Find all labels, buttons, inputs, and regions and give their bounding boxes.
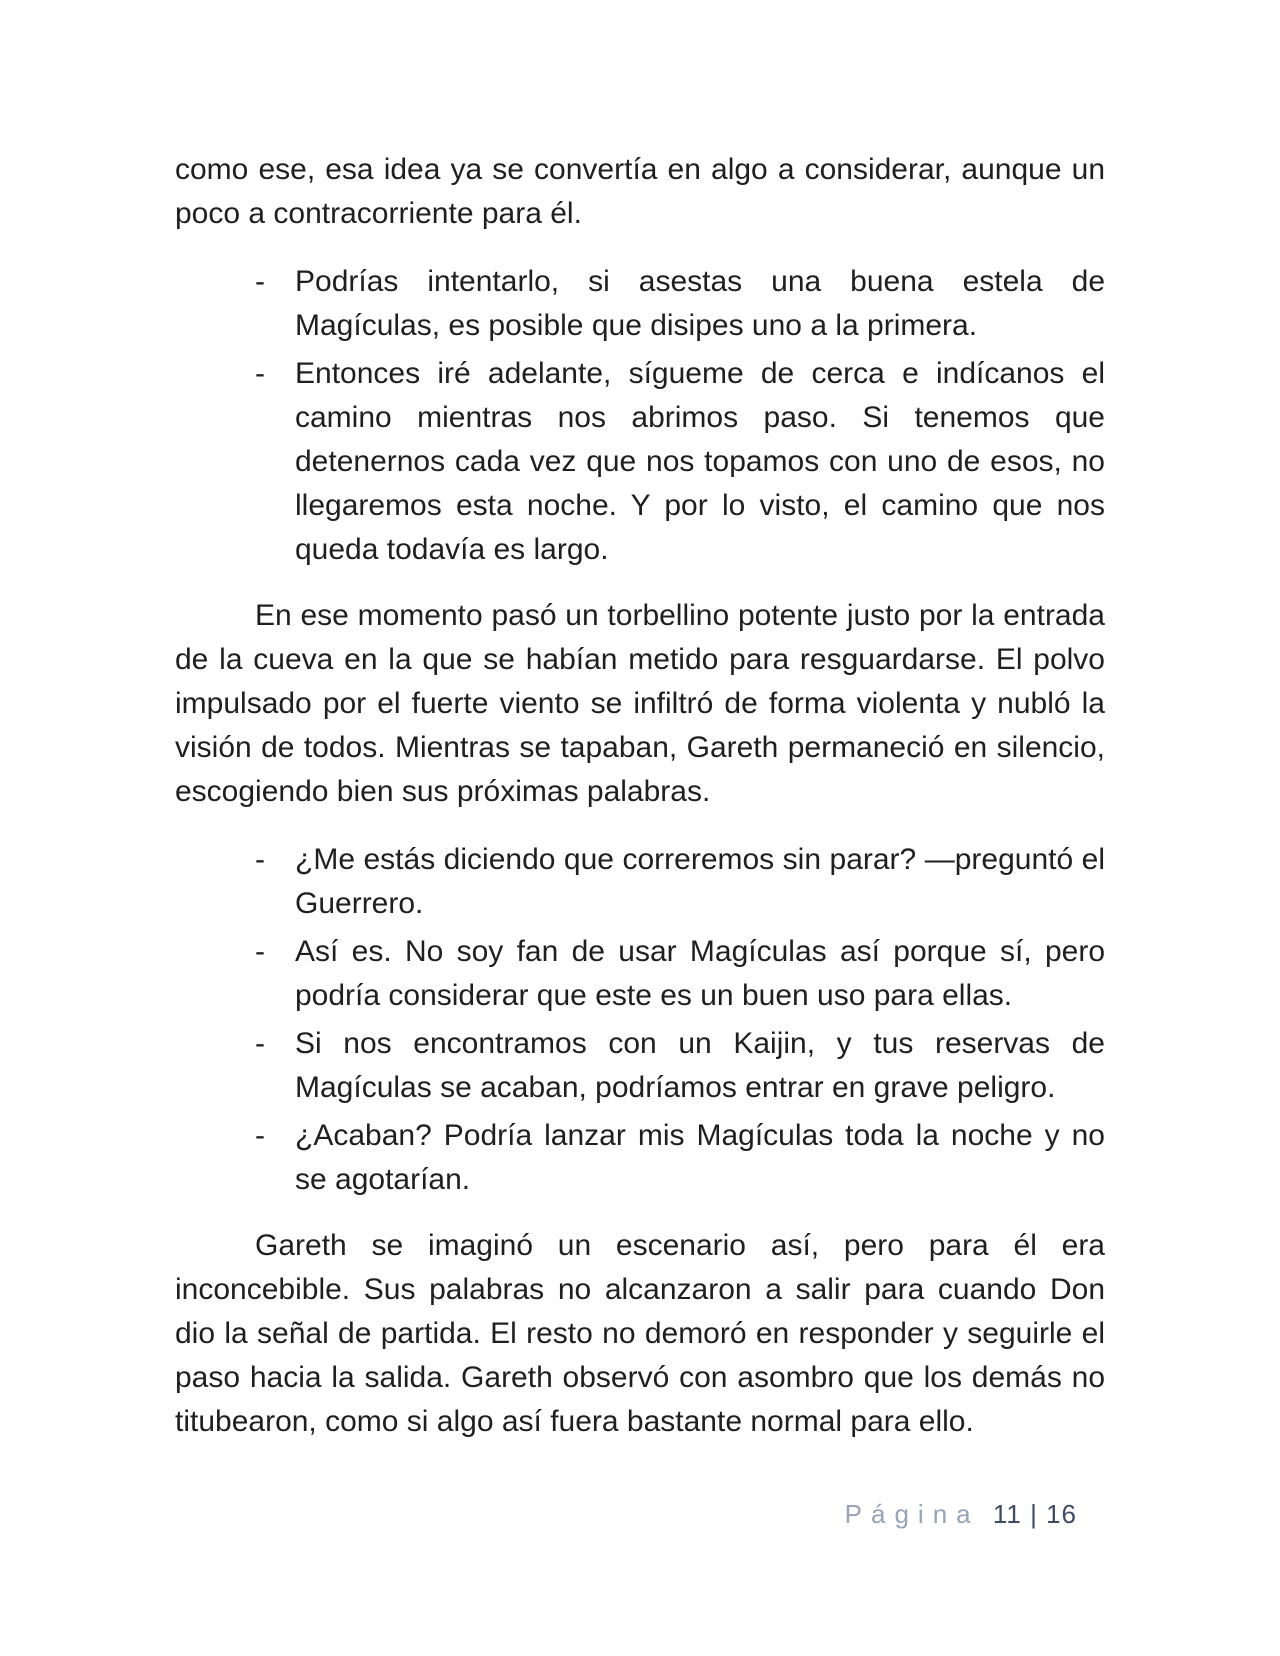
list-dash-marker: - <box>255 935 265 968</box>
list-dash-marker: - <box>255 357 265 390</box>
list-item-text: Así es. No soy fan de usar Magículas así porque sí, pero podría considerar que este es un buen uso para ellas. <box>295 935 1105 1012</box>
paragraph-narration: Gareth se imaginó un escenario así, pero para él era inconcebible. Sus palabras no alcanzaron a salir para cuando Don dio la señal de partida. El resto no demoró en responder y seguirle el paso hacia la salida. Gareth observó con asombro que los demás no titubearon, como si algo así fuera bastante normal para ello. <box>175 1229 1105 1438</box>
list-item <box>175 1114 1105 1202</box>
list-item-text: Entonces iré adelante, sígueme de cerca e indícanos el camino mientras nos abrimos paso. Si tenemos que detenernos cada vez que nos topamos con uno de esos, no llegaremos esta noche. Y por lo visto, el camino que nos queda todavía es largo. <box>295 357 1105 566</box>
list-dash-marker: - <box>255 1027 265 1060</box>
list-item <box>175 930 1105 1018</box>
list-item <box>175 1022 1105 1110</box>
list-dash-marker: - <box>255 843 265 876</box>
footer-page-number: 11 | 16 <box>992 1499 1077 1529</box>
list-item-text: Podrías intentarlo, si asestas una buena estela de Magículas, es posible que disipes uno a la primera. <box>295 265 1105 342</box>
dialogue-list-1 <box>175 260 1105 572</box>
list-item <box>175 352 1105 572</box>
list-item <box>175 260 1105 348</box>
page-body <box>175 148 1105 1468</box>
list-item-text: ¿Me estás diciendo que correremos sin parar? —preguntó el Guerrero. <box>295 843 1105 920</box>
list-item <box>175 838 1105 926</box>
page-footer <box>175 1496 1105 1532</box>
list-dash-marker: - <box>255 265 265 298</box>
list-item-text: Si nos encontramos con un Kaijin, y tus reservas de Magículas se acaban, podríamos entrar en grave peligro. <box>295 1027 1105 1104</box>
list-dash-marker: - <box>255 1119 265 1152</box>
paragraph-narration: En ese momento pasó un torbellino potente justo por la entrada de la cueva en la que se habían metido para resguardarse. El polvo impulsado por el fuerte viento se infiltró de forma violenta y nubló la visión de todos. Mientras se tapaban, Gareth permaneció en silencio, escogiendo bien sus próximas palabras. <box>175 599 1105 808</box>
paragraph-continuation: como ese, esa idea ya se convertía en algo a considerar, aunque un poco a contracorriente para él. <box>175 153 1105 230</box>
list-item-text: ¿Acaban? Podría lanzar mis Magículas toda la noche y no se agotarían. <box>295 1119 1105 1196</box>
footer-page-label: Página <box>844 1499 980 1529</box>
dialogue-list-2 <box>175 838 1105 1202</box>
